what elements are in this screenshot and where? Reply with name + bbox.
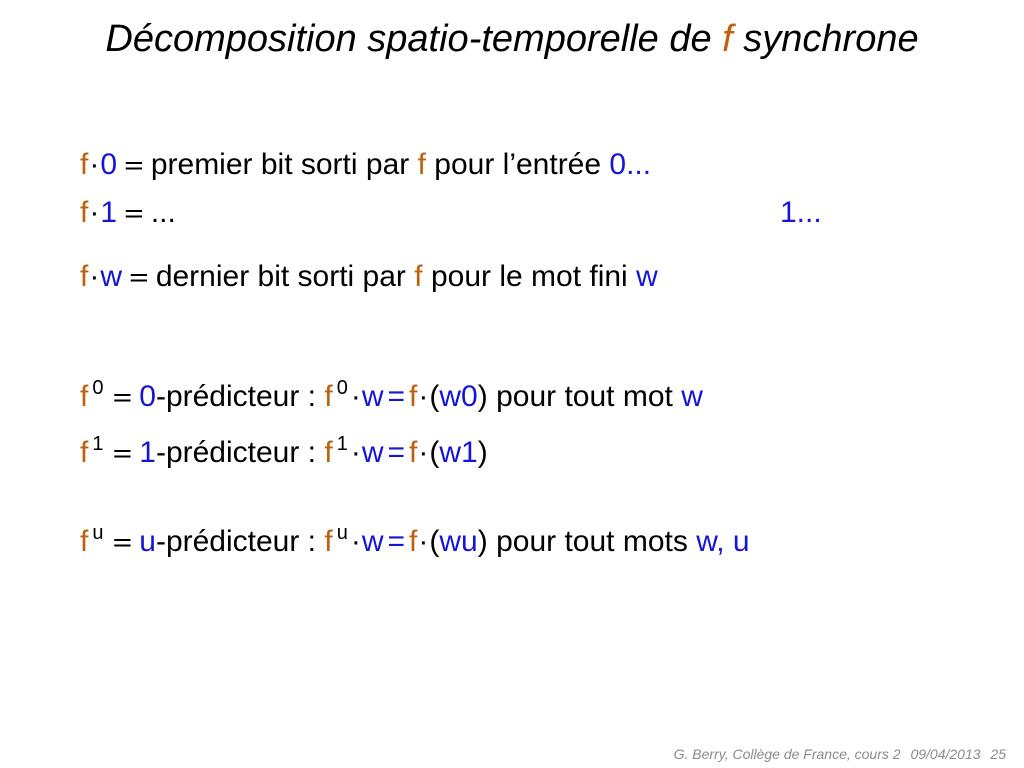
paren: ( bbox=[429, 436, 440, 469]
equals-sign: = bbox=[387, 525, 406, 558]
def-text: pour l’entrée bbox=[434, 148, 602, 181]
def-line-0 bbox=[80, 146, 651, 185]
paren: ( bbox=[429, 380, 440, 413]
word-arg: wu bbox=[439, 525, 478, 558]
superscript: 0 bbox=[336, 377, 348, 399]
predictor-text: pour tout mots bbox=[496, 525, 688, 558]
input-bit: 1 bbox=[100, 196, 118, 229]
f-symbol: f bbox=[414, 260, 423, 293]
predictor-label: -prédicteur : bbox=[155, 525, 317, 558]
f-symbol: f bbox=[80, 260, 89, 293]
paren: ) bbox=[477, 380, 488, 413]
title-part1: Décomposition spatio-temporelle de bbox=[105, 18, 712, 60]
word-w: w bbox=[361, 525, 384, 558]
f-symbol: f bbox=[80, 148, 89, 181]
f-symbol: f bbox=[417, 148, 426, 181]
f-symbol: f bbox=[409, 380, 418, 413]
dot-operator: · bbox=[418, 436, 429, 469]
f-symbol: f bbox=[324, 525, 333, 558]
equals-sign: = bbox=[111, 528, 134, 558]
dot-operator: · bbox=[350, 525, 361, 558]
equals-sign: = bbox=[128, 263, 150, 293]
superscript: 1 bbox=[92, 433, 104, 455]
superscript: 1 bbox=[336, 433, 348, 455]
input-sequence: 0... bbox=[609, 148, 652, 181]
predictor-text: pour tout mot bbox=[496, 380, 673, 413]
word-arg: w1 bbox=[439, 436, 478, 469]
f-symbol: f bbox=[80, 525, 89, 558]
equals-sign: = bbox=[123, 151, 145, 181]
title-f: f bbox=[722, 18, 733, 60]
def-line-1 bbox=[80, 194, 940, 233]
word-w: w bbox=[361, 380, 384, 413]
def-line-2 bbox=[80, 258, 658, 297]
paren: ( bbox=[429, 525, 440, 558]
predictor-value: u bbox=[139, 525, 156, 558]
predictor-line-2 bbox=[80, 523, 750, 564]
word-w: w bbox=[636, 260, 658, 293]
dot-operator: · bbox=[350, 436, 361, 469]
f-symbol: f bbox=[409, 525, 418, 558]
predictor-label: -prédicteur : bbox=[155, 436, 317, 469]
superscript: 0 bbox=[92, 377, 104, 399]
slide-title bbox=[0, 14, 1024, 64]
f-symbol: f bbox=[324, 380, 333, 413]
input-bit: 0 bbox=[100, 148, 118, 181]
f-symbol: f bbox=[324, 436, 333, 469]
input-sequence: 1... bbox=[780, 196, 822, 229]
equals-sign: = bbox=[387, 380, 406, 413]
title-part2: synchrone bbox=[743, 18, 919, 60]
f-symbol: f bbox=[80, 436, 89, 469]
equals-sign: = bbox=[387, 436, 406, 469]
dot-operator: · bbox=[89, 196, 100, 229]
dot-operator: · bbox=[89, 148, 100, 181]
predictor-value: 0 bbox=[139, 380, 156, 413]
dot-operator: · bbox=[89, 260, 100, 293]
f-symbol: f bbox=[80, 380, 89, 413]
equals-sign: = bbox=[111, 439, 134, 469]
dot-operator: · bbox=[418, 525, 429, 558]
def-text: ... bbox=[150, 196, 176, 229]
def-text: premier bit sorti par bbox=[150, 148, 410, 181]
footer-page-number: 25 bbox=[990, 746, 1006, 762]
word-w: w bbox=[100, 260, 123, 293]
equals-sign: = bbox=[123, 199, 145, 229]
word-arg: w0 bbox=[439, 380, 478, 413]
dot-operator: · bbox=[350, 380, 361, 413]
dot-operator: · bbox=[418, 380, 429, 413]
superscript: u bbox=[336, 522, 348, 544]
f-symbol: f bbox=[80, 196, 89, 229]
def-text: dernier bit sorti par bbox=[155, 260, 406, 293]
word-w: w bbox=[361, 436, 384, 469]
predictor-line-1 bbox=[80, 434, 488, 475]
paren: ) bbox=[477, 525, 488, 558]
variables: w bbox=[681, 380, 703, 413]
predictor-line-0 bbox=[80, 378, 703, 419]
variables: w, u bbox=[696, 525, 750, 558]
footer-author: G. Berry, Collège de France, cours 2 bbox=[673, 746, 901, 762]
paren: ) bbox=[477, 436, 488, 469]
equals-sign: = bbox=[111, 383, 134, 413]
predictor-value: 1 bbox=[139, 436, 156, 469]
footer-date: 09/04/2013 bbox=[910, 746, 981, 762]
f-symbol: f bbox=[409, 436, 418, 469]
superscript: u bbox=[92, 522, 104, 544]
def-text: pour le mot fini bbox=[430, 260, 628, 293]
slide-footer bbox=[668, 746, 1006, 762]
predictor-label: -prédicteur : bbox=[155, 380, 317, 413]
